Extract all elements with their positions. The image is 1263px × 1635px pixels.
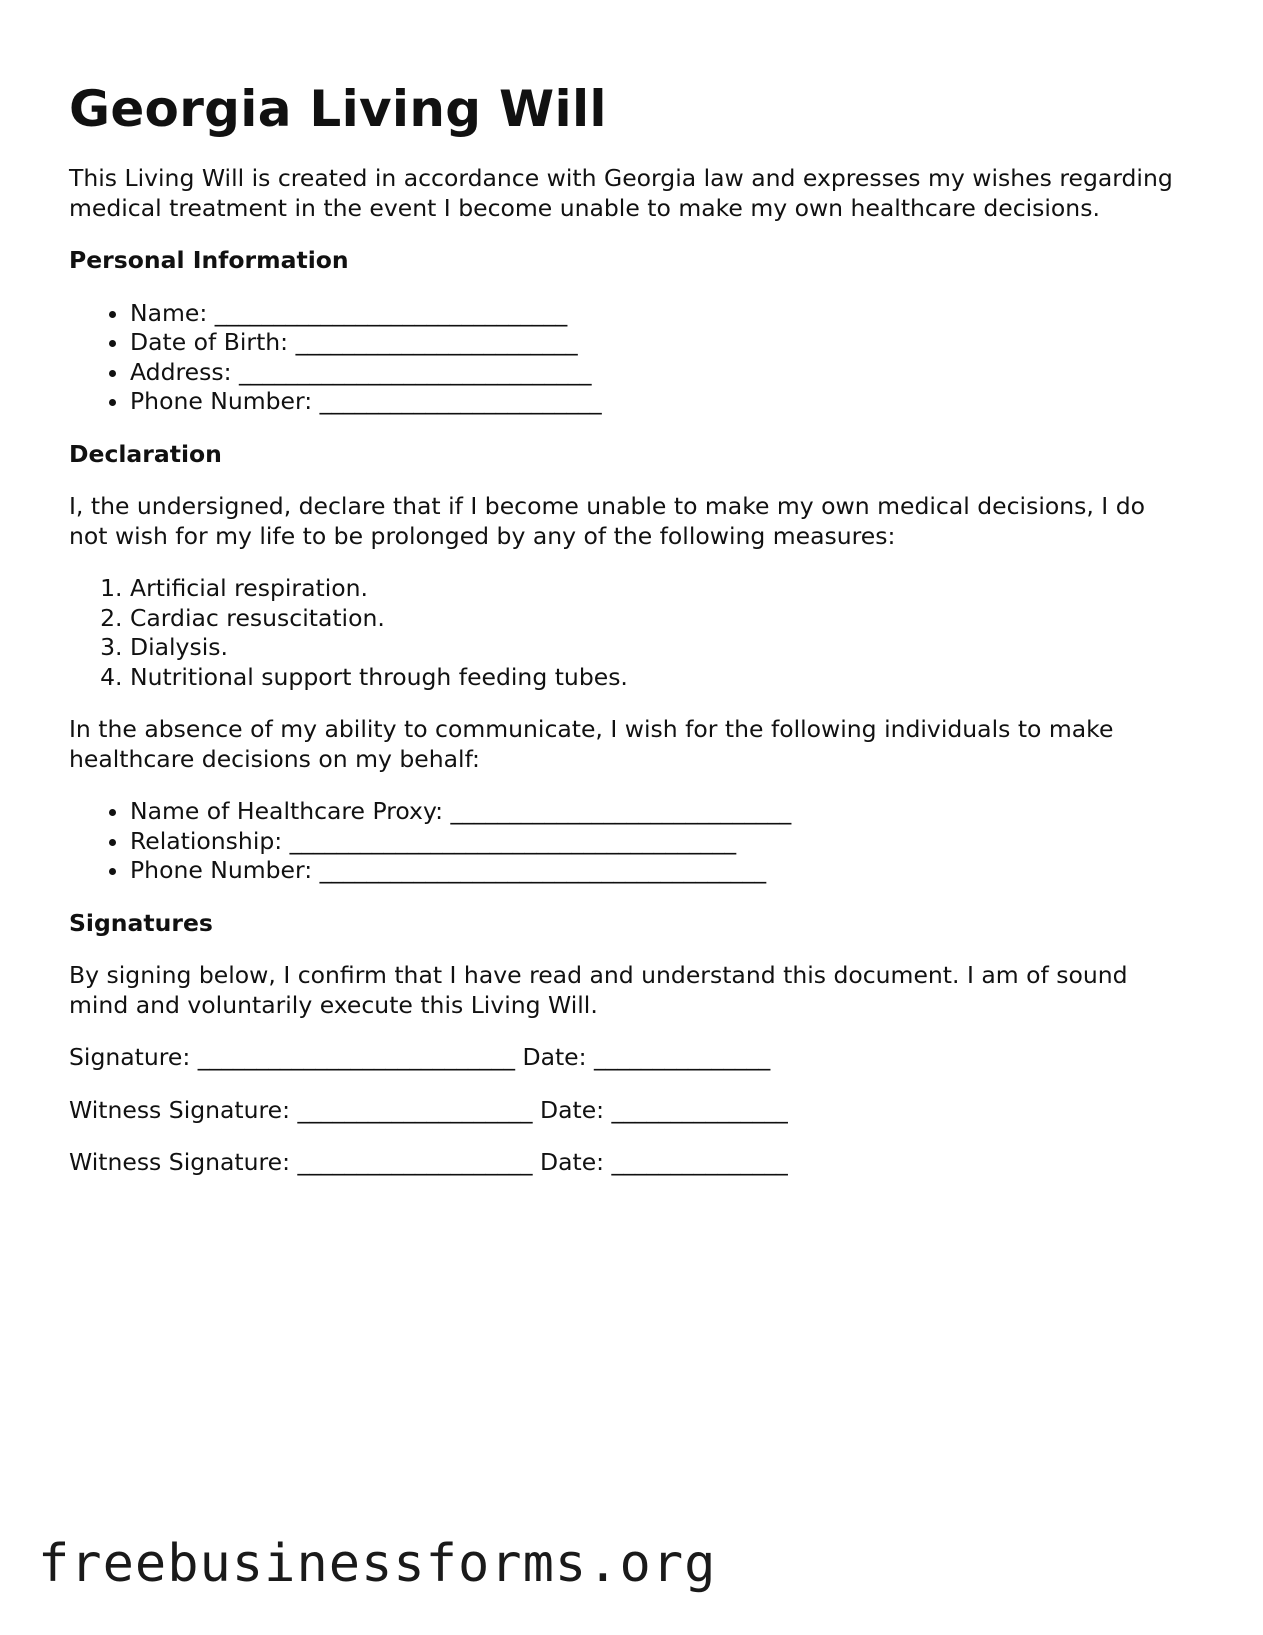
proxy-name-field[interactable]: • Name of Healthcare Proxy: _____________________________ — [130, 797, 1189, 827]
proxy-list — [69, 797, 1189, 886]
proxy-phone-field[interactable]: • Phone Number: ______________________________________ — [130, 856, 1189, 886]
measures-list — [69, 574, 1189, 692]
intro-paragraph: This Living Will is created in accordance with Georgia law and expresses my wishes regarding medical treatment in the event I become unable to make my own healthcare decisions. — [69, 164, 1173, 222]
address-field[interactable]: • Address: ______________________________ — [130, 358, 1189, 388]
personal-information-list — [69, 299, 1189, 417]
witness-signature-line-1[interactable]: Witness Signature: ____________________ Date: _______________ — [69, 1095, 788, 1124]
signature-line[interactable]: Signature: ___________________________ Date: _______________ — [69, 1043, 771, 1071]
document-title: Georgia Living Will — [69, 80, 607, 138]
personal-information-heading: Personal Information — [69, 246, 349, 274]
signatures-paragraph: By signing below, I confirm that I have read and understand this document. I am of sound mind and voluntarily execute this Living Will. — [69, 961, 1128, 1019]
phone-number-field[interactable]: • Phone Number: ________________________ — [130, 387, 1189, 417]
footer-watermark: freebusinessforms.org — [38, 1534, 717, 1594]
declaration-heading: Declaration — [69, 439, 222, 468]
signatures-heading: Signatures — [69, 908, 213, 937]
measure-item: 2. Cardiac resuscitation. — [130, 604, 1189, 634]
name-field[interactable]: • Name: ______________________________ — [130, 299, 1189, 329]
date-of-birth-field[interactable]: • Date of Birth: ________________________ — [130, 328, 1189, 358]
proxy-paragraph: In the absence of my ability to communicate, I wish for the following individuals to make healthcare decisions on my behalf: — [69, 715, 1114, 773]
proxy-relationship-field[interactable]: • Relationship: ______________________________________ — [130, 827, 1189, 857]
measure-item: 4. Nutritional support through feeding tubes. — [130, 663, 1189, 693]
declaration-paragraph: I, the undersigned, declare that if I become unable to make my own medical decisions, I do not wish for my life to be prolonged by any of the following measures: — [69, 492, 1145, 550]
measure-item: 3. Dialysis. — [130, 633, 1189, 663]
witness-signature-line-2[interactable]: Witness Signature: ____________________ Date: _______________ — [69, 1148, 788, 1176]
document-page — [69, 78, 1189, 1178]
measure-item: 1. Artificial respiration. — [130, 574, 1189, 604]
